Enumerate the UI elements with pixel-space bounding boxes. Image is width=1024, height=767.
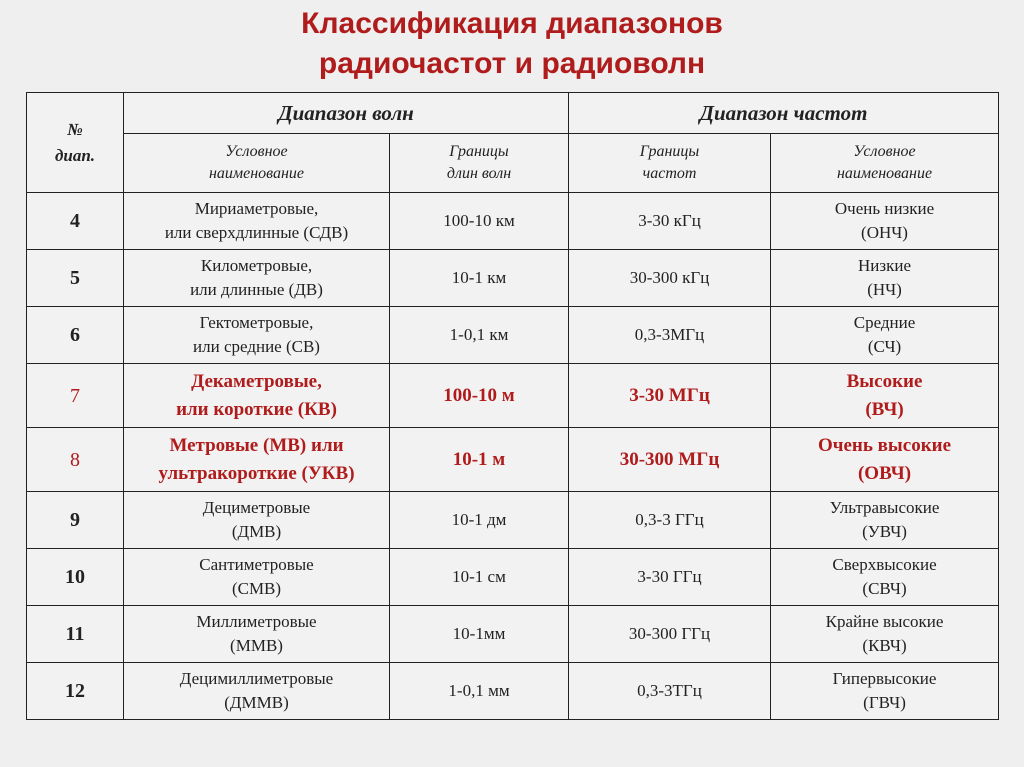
table-row-highlighted <box>27 428 999 492</box>
freq-name: Гипервысокие (ГВЧ) <box>771 663 999 720</box>
wave-name: Метровые (МВ) или ультракороткие (УКВ) <box>124 428 390 492</box>
page-title <box>0 4 1024 84</box>
freq-name: Сверхвысокие (СВЧ) <box>771 549 999 606</box>
table-row <box>27 193 999 250</box>
freq-bounds: 3-30 ГГц <box>569 549 771 606</box>
table-row <box>27 606 999 663</box>
header-row-groups <box>27 93 999 134</box>
freq-bounds: 0,3-3 ГГц <box>569 492 771 549</box>
table-row-highlighted <box>27 364 999 428</box>
wave-bounds: 1-0,1 км <box>390 307 569 364</box>
wave-name: Мириаметровые, или сверхдлинные (СДВ) <box>124 193 390 250</box>
freq-name: Очень низкие (ОНЧ) <box>771 193 999 250</box>
band-number: 12 <box>27 663 124 720</box>
freq-name: Ультравысокие (УВЧ) <box>771 492 999 549</box>
table-row <box>27 492 999 549</box>
freq-bounds: 30-300 МГц <box>569 428 771 492</box>
wave-bounds: 10-1 дм <box>390 492 569 549</box>
wave-name: Дециметровые (ДМВ) <box>124 492 390 549</box>
freq-bounds: 3-30 кГц <box>569 193 771 250</box>
header-freq-name: Условное наименование <box>771 134 999 193</box>
wave-name: Децимиллиметровые (ДММВ) <box>124 663 390 720</box>
wave-bounds: 10-1мм <box>390 606 569 663</box>
table-row <box>27 549 999 606</box>
freq-bounds: 30-300 ГГц <box>569 606 771 663</box>
wave-bounds: 1-0,1 мм <box>390 663 569 720</box>
band-number: 8 <box>27 428 124 492</box>
freq-name: Низкие (НЧ) <box>771 250 999 307</box>
freq-name: Очень высокие (ОВЧ) <box>771 428 999 492</box>
wave-bounds: 10-1 км <box>390 250 569 307</box>
wave-bounds: 100-10 м <box>390 364 569 428</box>
header-freq-bounds: Границы частот <box>569 134 771 193</box>
wave-name: Гектометровые, или средние (СВ) <box>124 307 390 364</box>
band-number: 10 <box>27 549 124 606</box>
band-number: 11 <box>27 606 124 663</box>
wave-name: Сантиметровые (СМВ) <box>124 549 390 606</box>
wave-name: Километровые, или длинные (ДВ) <box>124 250 390 307</box>
header-wave-name: Условное наименование <box>124 134 390 193</box>
table-row <box>27 250 999 307</box>
wave-bounds: 10-1 м <box>390 428 569 492</box>
freq-bounds: 30-300 кГц <box>569 250 771 307</box>
wave-bounds: 10-1 см <box>390 549 569 606</box>
header-wave-range: Диапазон волн <box>124 93 569 134</box>
header-band-number: № диап. <box>27 93 124 193</box>
table-row <box>27 307 999 364</box>
table-row <box>27 663 999 720</box>
freq-name: Средние (СЧ) <box>771 307 999 364</box>
freq-bounds: 0,3-3ТГц <box>569 663 771 720</box>
freq-name: Высокие (ВЧ) <box>771 364 999 428</box>
band-number: 5 <box>27 250 124 307</box>
header-row-subcolumns <box>27 134 999 193</box>
band-number: 7 <box>27 364 124 428</box>
header-wave-bounds: Границы длин волн <box>390 134 569 193</box>
freq-bounds: 0,3-3МГц <box>569 307 771 364</box>
freq-name: Крайне высокие (КВЧ) <box>771 606 999 663</box>
title-line-1: Классификация диапазонов <box>301 7 723 40</box>
wave-bounds: 100-10 км <box>390 193 569 250</box>
header-frequency-range: Диапазон частот <box>569 93 999 134</box>
band-number: 4 <box>27 193 124 250</box>
band-number: 9 <box>27 492 124 549</box>
band-number: 6 <box>27 307 124 364</box>
wave-name: Декаметровые, или короткие (КВ) <box>124 364 390 428</box>
classification-table <box>26 92 999 720</box>
title-line-2: радиочастот и радиоволн <box>318 47 706 80</box>
wave-name: Миллиметровые (ММВ) <box>124 606 390 663</box>
freq-bounds: 3-30 МГц <box>569 364 771 428</box>
